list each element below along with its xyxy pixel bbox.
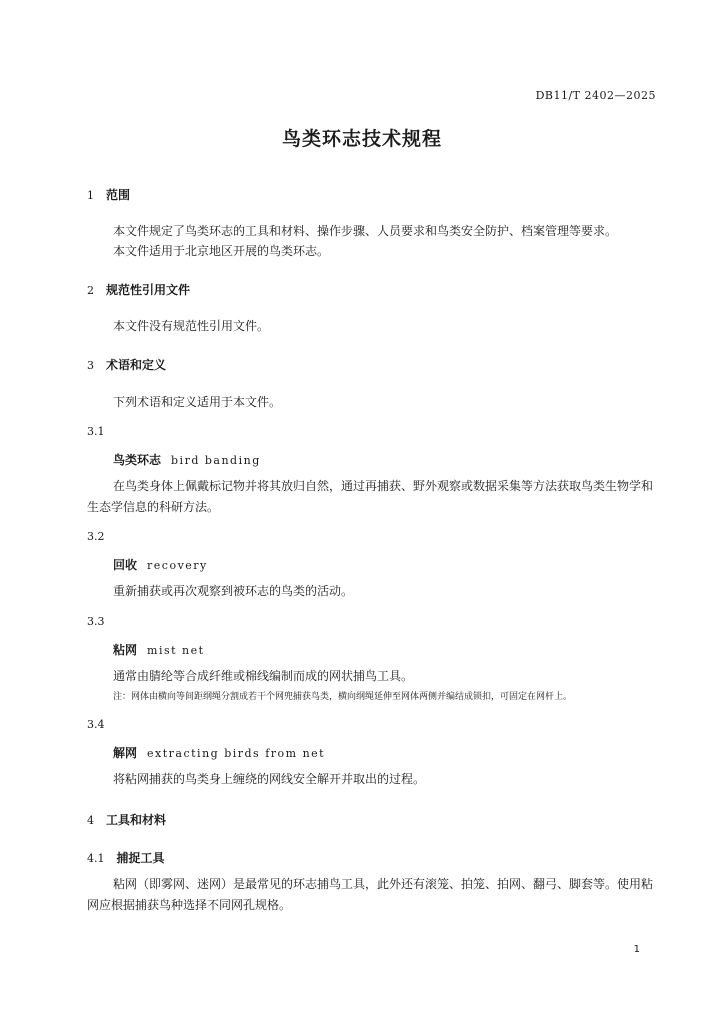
clause-number: 3.4 bbox=[87, 718, 105, 731]
term-definition: 将粘网捕获的鸟类身上缠绕的网线安全解开并取出的过程。 bbox=[113, 772, 426, 786]
term-english: recovery bbox=[147, 559, 208, 572]
section-number: 3 bbox=[87, 359, 94, 372]
paragraph: 下列术语和定义适用于本文件。 bbox=[113, 395, 282, 409]
section-heading-3 bbox=[87, 356, 166, 373]
clause-number: 3.3 bbox=[87, 615, 105, 628]
clause-number: 3.2 bbox=[87, 530, 105, 543]
subsection-heading-4-1 bbox=[87, 849, 165, 866]
section-title: 规范性引用文件 bbox=[106, 283, 191, 297]
section-number: 4 bbox=[87, 814, 94, 827]
term-english: mist net bbox=[147, 644, 205, 657]
term-english: bird banding bbox=[171, 454, 261, 467]
term-chinese: 鸟类环志 bbox=[113, 453, 162, 467]
paragraph: 本文件规定了鸟类环志的工具和材料、操作步骤、人员要求和鸟类安全防护、档案管理等要求。 bbox=[113, 224, 618, 238]
term-definition: 通常由腈纶等合成纤维或棉线编制而成的网状捕鸟工具。 bbox=[113, 669, 414, 683]
section-heading-1 bbox=[87, 186, 130, 203]
term-note: 注：网体由横向等间距纲绳分割成若干个网兜捕获鸟类，横向纲绳延伸至网体两侧并编结成锁扣，可固定在网杆上。 bbox=[113, 692, 573, 702]
document-code: DB11/T 2402—2025 bbox=[535, 89, 656, 102]
section-title: 捕捉工具 bbox=[116, 851, 165, 865]
section-heading-2 bbox=[87, 281, 190, 298]
term-definition: 在鸟类身体上佩戴标记物并将其放归自然，通过再捕获、野外观察或数据采集等方法获取鸟类生物学和生态学信息的科研方法。 bbox=[87, 479, 654, 514]
section-title: 术语和定义 bbox=[106, 358, 167, 372]
term-entry bbox=[113, 744, 325, 761]
term-definition: 重新捕获或再次观察到被环志的鸟类的活动。 bbox=[113, 584, 354, 598]
section-number: 2 bbox=[87, 284, 94, 297]
term-english: extracting birds from net bbox=[147, 747, 326, 760]
section-number: 4.1 bbox=[87, 852, 105, 865]
clause-number: 3.1 bbox=[87, 425, 105, 438]
paragraph: 本文件没有规范性引用文件。 bbox=[113, 319, 270, 333]
section-title: 范围 bbox=[106, 188, 131, 202]
term-entry bbox=[113, 451, 261, 468]
term-chinese: 粘网 bbox=[113, 643, 138, 657]
term-chinese: 解网 bbox=[113, 746, 138, 760]
term-entry bbox=[113, 641, 205, 658]
term-chinese: 回收 bbox=[113, 558, 138, 572]
paragraph: 粘网（即雾网、迷网）是最常见的环志捕鸟工具，此外还有滚笼、拍笼、拍网、翻弓、脚套等。使用粘网应根据捕获鸟种选择不同网孔规格。 bbox=[87, 877, 654, 912]
document-title: 鸟类环志技术规程 bbox=[281, 128, 442, 150]
paragraph: 本文件适用于北京地区开展的鸟类环志。 bbox=[113, 244, 330, 258]
section-title: 工具和材料 bbox=[106, 813, 167, 827]
term-entry bbox=[113, 556, 208, 573]
section-number: 1 bbox=[87, 189, 94, 202]
page-number: 1 bbox=[633, 944, 640, 955]
section-heading-4 bbox=[87, 811, 166, 828]
